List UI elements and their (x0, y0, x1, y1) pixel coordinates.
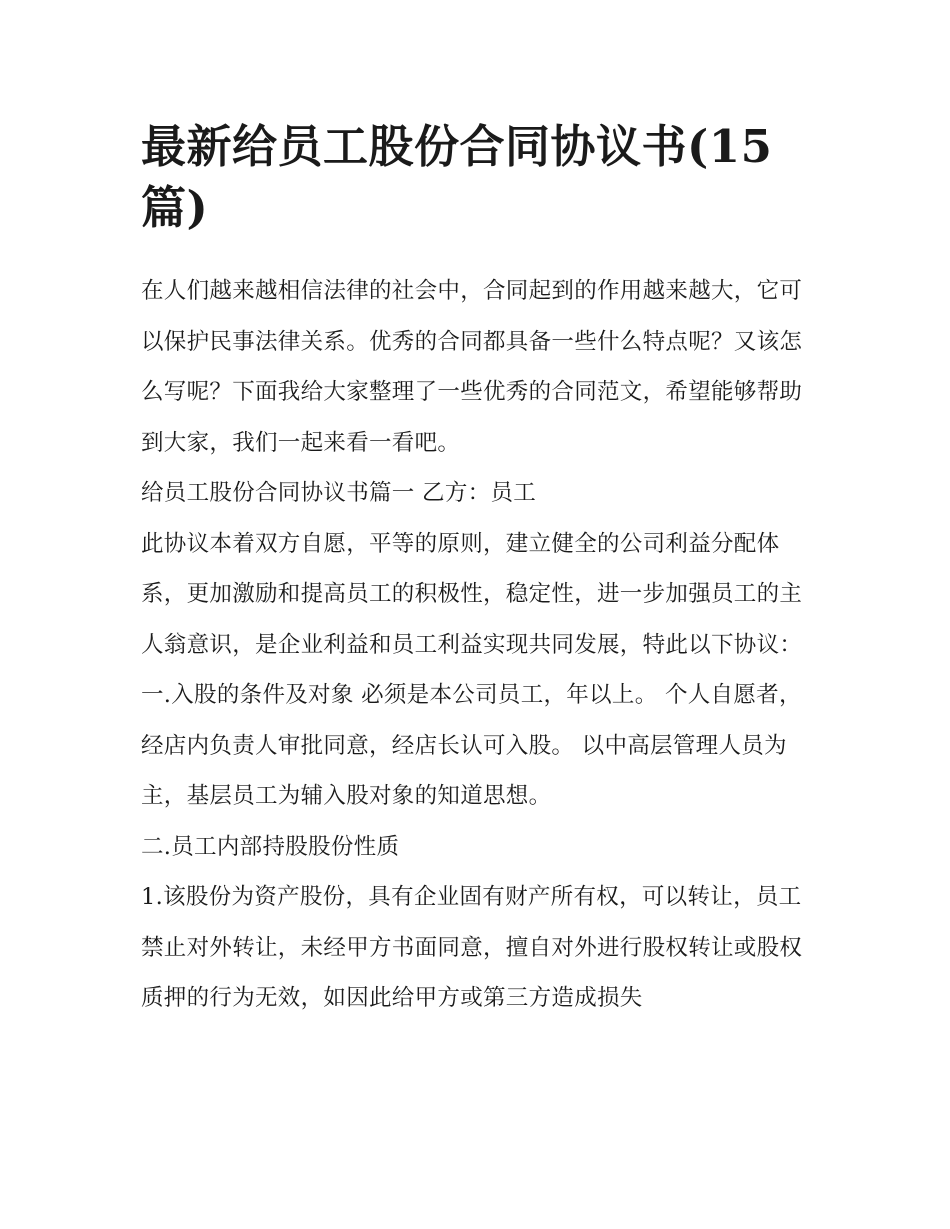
agreement-purpose-paragraph: 此协议本着双方自愿，平等的原则，建立健全的公司利益分配体系，更加激励和提高员工的积极性，稳定性，进一步加强员工的主人翁意识，是企业利益和员工利益实现共同发展，特此以下协议： (141, 530, 803, 658)
intro-paragraph: 在人们越来越相信法律的社会中，合同起到的作用越来越大，它可以保护民事法律关系。优秀的合同都具备一些什么特点呢？又该怎么写呢？下面我给大家整理了一些优秀的合同范文，希望能够帮助到大家，我们一起来看一看吧。 (141, 278, 803, 456)
clause-one-paragraph: 一.入股的条件及对象 必须是本公司员工，年以上。 个人自愿者，经店内负责人审批同意，经店长认可入股。 以中高层管理人员为主，基层员工为辅入股对象的知道思想。 (141, 682, 802, 809)
document-title: 最新给员工股份合同协议书(15篇) (141, 120, 773, 234)
document-body (141, 116, 813, 1024)
clause-two-item-one: 1.该股份为资产股份，具有企业固有财产所有权，可以转让，员工禁止对外转让，未经甲方书面同意，擅自对外进行股权转让或股权质押的行为无效，如因此给甲方或第三方造成损失 (141, 884, 803, 1011)
section-heading-part-one: 给员工股份合同协议书篇一 乙方：员工 (141, 480, 537, 506)
clause-two-heading: 二.员工内部持股股份性质 (141, 833, 400, 860)
